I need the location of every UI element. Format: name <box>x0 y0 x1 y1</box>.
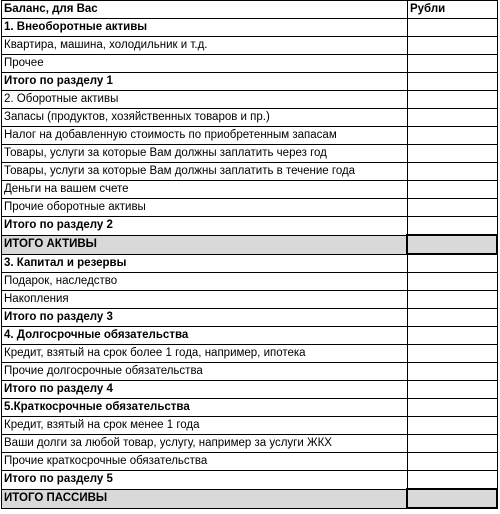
table-row <box>2 163 498 181</box>
row-label-cell: Итого по разделу 5 <box>2 471 408 490</box>
row-value-cell[interactable] <box>407 37 497 55</box>
row-label-cell: Запасы (продуктов, хозяйственных товаров и пр.) <box>2 109 408 127</box>
row-label-cell: Кредит, взятый на срок более 1 года, например, ипотека <box>2 345 408 363</box>
row-value-cell[interactable] <box>407 471 497 490</box>
table-row <box>2 55 498 73</box>
table-row <box>2 109 498 127</box>
table-row <box>2 345 498 363</box>
table-row <box>2 309 498 327</box>
row-value-cell[interactable] <box>407 199 497 217</box>
balance-table <box>1 0 498 509</box>
table-row <box>2 91 498 109</box>
row-label-cell: 5.Краткосрочные обязательства <box>2 399 408 417</box>
table-row <box>2 217 498 236</box>
row-value-cell[interactable] <box>407 73 497 91</box>
row-label-cell: Итого по разделу 4 <box>2 381 408 399</box>
row-value-cell[interactable] <box>407 127 497 145</box>
row-value-cell[interactable] <box>407 327 497 345</box>
row-value-cell[interactable] <box>407 453 497 471</box>
table-row <box>2 199 498 217</box>
row-value-cell[interactable] <box>407 181 497 199</box>
row-label-cell: 2. Оборотные активы <box>2 91 408 109</box>
table-row <box>2 381 498 399</box>
row-value-cell[interactable] <box>407 381 497 399</box>
table-row <box>2 145 498 163</box>
row-label-cell: ИТОГО АКТИВЫ <box>2 235 408 254</box>
row-label-cell: Прочее <box>2 55 408 73</box>
row-label-cell: Кредит, взятый на срок менее 1 года <box>2 417 408 435</box>
table-row <box>2 273 498 291</box>
row-label-cell: Ваши долги за любой товар, услугу, например за услуги ЖКХ <box>2 435 408 453</box>
row-label-cell: ИТОГО ПАССИВЫ <box>2 489 408 508</box>
table-row <box>2 181 498 199</box>
row-label-cell: Подарок, наследство <box>2 273 408 291</box>
table-row <box>2 327 498 345</box>
row-value-cell[interactable] <box>407 55 497 73</box>
table-row <box>2 417 498 435</box>
row-label-cell: 1. Внеоборотные активы <box>2 19 408 37</box>
table-row <box>2 235 498 254</box>
row-label-cell: Прочие краткосрочные обязательства <box>2 453 408 471</box>
row-label-cell: Накопления <box>2 291 408 309</box>
balance-rows <box>2 19 498 509</box>
row-value-cell[interactable] <box>407 489 497 508</box>
row-value-cell[interactable] <box>407 399 497 417</box>
row-label-cell: Товары, услуги за которые Вам должны заплатить через год <box>2 145 408 163</box>
row-label-cell: Итого по разделу 1 <box>2 73 408 91</box>
row-value-cell[interactable] <box>407 363 497 381</box>
table-row <box>2 435 498 453</box>
row-label-cell: Квартира, машина, холодильник и т.д. <box>2 37 408 55</box>
table-row <box>2 19 498 37</box>
row-value-cell[interactable] <box>407 345 497 363</box>
row-label-cell: 4. Долгосрочные обязательства <box>2 327 408 345</box>
table-row <box>2 489 498 508</box>
row-value-cell[interactable] <box>407 309 497 327</box>
table-row <box>2 254 498 273</box>
table-row <box>2 37 498 55</box>
row-label-cell: Прочие долгосрочные обязательства <box>2 363 408 381</box>
table-row <box>2 471 498 490</box>
row-value-cell[interactable] <box>407 435 497 453</box>
row-value-cell[interactable] <box>407 273 497 291</box>
row-label-cell: Деньги на вашем счете <box>2 181 408 199</box>
row-value-cell[interactable] <box>407 417 497 435</box>
row-label-cell: Итого по разделу 2 <box>2 217 408 236</box>
row-label-cell: 3. Капитал и резервы <box>2 254 408 273</box>
header-label-cell: Баланс, для Вас <box>2 1 408 19</box>
row-value-cell[interactable] <box>407 254 497 273</box>
header-value-cell: Рубли <box>407 1 497 19</box>
header-row <box>2 1 498 19</box>
row-value-cell[interactable] <box>407 145 497 163</box>
row-value-cell[interactable] <box>407 19 497 37</box>
row-label-cell: Налог на добавленную стоимость по приобретенным запасам <box>2 127 408 145</box>
row-label-cell: Товары, услуги за которые Вам должны заплатить в течение года <box>2 163 408 181</box>
row-value-cell[interactable] <box>407 217 497 236</box>
table-row <box>2 291 498 309</box>
row-value-cell[interactable] <box>407 235 497 254</box>
row-label-cell: Итого по разделу 3 <box>2 309 408 327</box>
row-value-cell[interactable] <box>407 291 497 309</box>
row-label-cell: Прочие оборотные активы <box>2 199 408 217</box>
table-row <box>2 453 498 471</box>
table-row <box>2 73 498 91</box>
table-row <box>2 363 498 381</box>
row-value-cell[interactable] <box>407 163 497 181</box>
row-value-cell[interactable] <box>407 91 497 109</box>
table-row <box>2 127 498 145</box>
row-value-cell[interactable] <box>407 109 497 127</box>
table-row <box>2 399 498 417</box>
